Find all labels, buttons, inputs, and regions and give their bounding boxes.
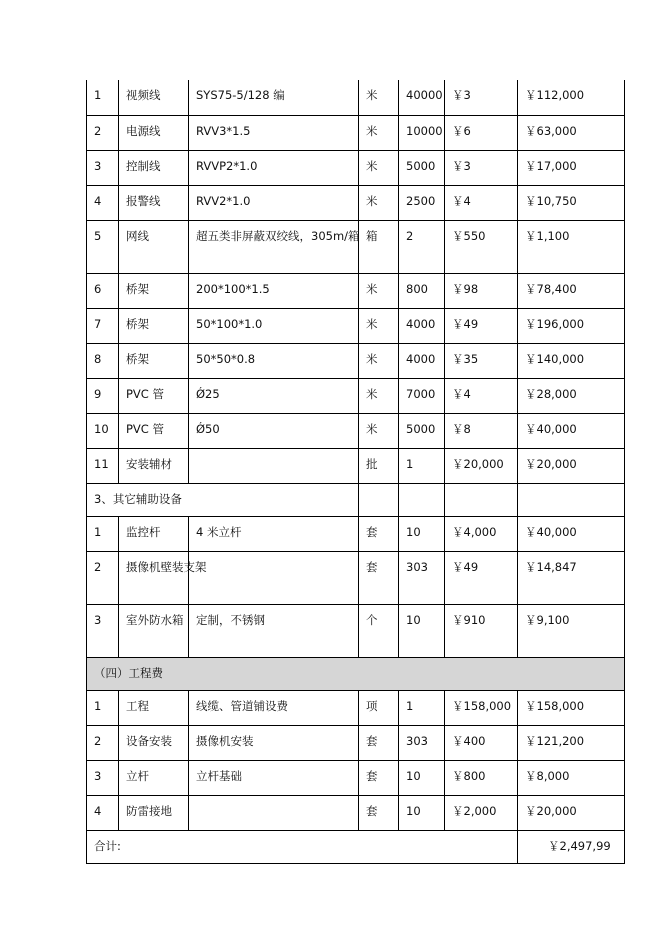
item-unit: 米 xyxy=(359,378,399,413)
item-name: PVC 管 xyxy=(119,413,189,448)
table-row xyxy=(87,115,625,150)
item-quantity: 1 xyxy=(399,448,445,483)
total-value: ￥2,497,99 xyxy=(518,830,625,863)
item-quantity: 303 xyxy=(399,551,445,604)
unit-price: ￥49 xyxy=(445,551,518,604)
item-name: 桥架 xyxy=(119,273,189,308)
total-label: 合计: xyxy=(87,830,518,863)
item-quantity: 5000 xyxy=(399,413,445,448)
item-quantity: 7000 xyxy=(399,378,445,413)
line-total: ￥14,847 xyxy=(518,551,625,604)
item-quantity: 10 xyxy=(399,795,445,830)
item-spec: Ǿ50 xyxy=(189,413,359,448)
item-unit: 套 xyxy=(359,795,399,830)
unit-price: ￥2,000 xyxy=(445,795,518,830)
engineering-fee-rows xyxy=(87,690,625,830)
item-unit: 个 xyxy=(359,604,399,657)
section-row xyxy=(87,657,625,690)
unit-price: ￥4 xyxy=(445,378,518,413)
item-spec: 4 米立杆 xyxy=(189,516,359,551)
table-row xyxy=(87,516,625,551)
table-row xyxy=(87,604,625,657)
item-spec: 50*50*0.8 xyxy=(189,343,359,378)
total-row xyxy=(87,830,625,863)
item-spec: RVVP2*1.0 xyxy=(189,150,359,185)
line-total: ￥63,000 xyxy=(518,115,625,150)
item-quantity: 10 xyxy=(399,760,445,795)
line-total: ￥20,000 xyxy=(518,448,625,483)
table-row xyxy=(87,220,625,273)
item-unit: 米 xyxy=(359,273,399,308)
row-number: 1 xyxy=(87,690,119,725)
table-row xyxy=(87,185,625,220)
cable-rows xyxy=(87,80,625,483)
section-row xyxy=(87,483,625,516)
item-unit: 项 xyxy=(359,690,399,725)
item-quantity: 5000 xyxy=(399,150,445,185)
item-spec: 摄像机安装 xyxy=(189,725,359,760)
aux-equipment-rows xyxy=(87,516,625,657)
table-row xyxy=(87,551,625,604)
item-unit: 米 xyxy=(359,413,399,448)
item-spec xyxy=(189,795,359,830)
item-spec: 线缆、管道铺设费 xyxy=(189,690,359,725)
unit-price: ￥6 xyxy=(445,115,518,150)
item-unit: 米 xyxy=(359,343,399,378)
table-row xyxy=(87,690,625,725)
row-number: 1 xyxy=(87,80,119,115)
row-number: 6 xyxy=(87,273,119,308)
item-spec: RVV2*1.0 xyxy=(189,185,359,220)
row-number: 8 xyxy=(87,343,119,378)
table-row xyxy=(87,413,625,448)
table-row xyxy=(87,378,625,413)
item-unit: 米 xyxy=(359,80,399,115)
line-total: ￥140,000 xyxy=(518,343,625,378)
unit-price: ￥158,000 xyxy=(445,690,518,725)
unit-price: ￥20,000 xyxy=(445,448,518,483)
row-number: 5 xyxy=(87,220,119,273)
row-number: 4 xyxy=(87,185,119,220)
item-name: 桥架 xyxy=(119,343,189,378)
item-unit: 米 xyxy=(359,185,399,220)
item-name: PVC 管 xyxy=(119,378,189,413)
line-total: ￥112,000 xyxy=(518,80,625,115)
unit-price: ￥4 xyxy=(445,185,518,220)
item-name: 室外防水箱 xyxy=(119,604,189,657)
item-spec: 超五类非屏蔽双绞线，305m/箱 xyxy=(189,220,359,273)
row-number: 2 xyxy=(87,115,119,150)
line-total: ￥40,000 xyxy=(518,516,625,551)
unit-price: ￥4,000 xyxy=(445,516,518,551)
unit-price: ￥98 xyxy=(445,273,518,308)
table-row xyxy=(87,308,625,343)
item-quantity: 1 xyxy=(399,690,445,725)
item-name: 设备安装 xyxy=(119,725,189,760)
line-total: ￥78,400 xyxy=(518,273,625,308)
item-spec xyxy=(189,448,359,483)
table-row xyxy=(87,795,625,830)
item-quantity: 4000 xyxy=(399,343,445,378)
unit-price: ￥3 xyxy=(445,80,518,115)
line-total: ￥10,750 xyxy=(518,185,625,220)
unit-price: ￥35 xyxy=(445,343,518,378)
item-unit: 套 xyxy=(359,725,399,760)
item-quantity: 2500 xyxy=(399,185,445,220)
item-name: 立杆 xyxy=(119,760,189,795)
item-spec: 200*100*1.5 xyxy=(189,273,359,308)
row-number: 10 xyxy=(87,413,119,448)
item-unit: 套 xyxy=(359,551,399,604)
line-total: ￥40,000 xyxy=(518,413,625,448)
line-total: ￥28,000 xyxy=(518,378,625,413)
item-spec: 定制，不锈钢 xyxy=(189,604,359,657)
item-unit: 箱 xyxy=(359,220,399,273)
item-spec: 立杆基础 xyxy=(189,760,359,795)
unit-price: ￥400 xyxy=(445,725,518,760)
item-name: 防雷接地 xyxy=(119,795,189,830)
table-row xyxy=(87,448,625,483)
item-quantity: 10000 xyxy=(399,115,445,150)
row-number: 3 xyxy=(87,760,119,795)
line-total: ￥158,000 xyxy=(518,690,625,725)
row-number: 1 xyxy=(87,516,119,551)
item-unit: 套 xyxy=(359,516,399,551)
unit-price: ￥3 xyxy=(445,150,518,185)
line-total: ￥196,000 xyxy=(518,308,625,343)
unit-price: ￥800 xyxy=(445,760,518,795)
table-row xyxy=(87,273,625,308)
item-spec: SYS75-5/128 编 xyxy=(189,80,359,115)
unit-price: ￥8 xyxy=(445,413,518,448)
row-number: 3 xyxy=(87,604,119,657)
line-total: ￥17,000 xyxy=(518,150,625,185)
row-number: 2 xyxy=(87,725,119,760)
item-name: 网线 xyxy=(119,220,189,273)
item-name: 摄像机壁装支架 xyxy=(119,551,189,604)
table-row xyxy=(87,150,625,185)
line-total: ￥121,200 xyxy=(518,725,625,760)
item-quantity: 2 xyxy=(399,220,445,273)
table-row xyxy=(87,80,625,115)
line-total: ￥9,100 xyxy=(518,604,625,657)
item-unit: 米 xyxy=(359,115,399,150)
row-number: 2 xyxy=(87,551,119,604)
line-total: ￥8,000 xyxy=(518,760,625,795)
item-name: 控制线 xyxy=(119,150,189,185)
item-name: 视频线 xyxy=(119,80,189,115)
item-name: 报警线 xyxy=(119,185,189,220)
item-name: 安装辅材 xyxy=(119,448,189,483)
item-quantity: 303 xyxy=(399,725,445,760)
quote-table xyxy=(86,80,625,864)
line-total: ￥20,000 xyxy=(518,795,625,830)
row-number: 3 xyxy=(87,150,119,185)
unit-price: ￥910 xyxy=(445,604,518,657)
table-row xyxy=(87,725,625,760)
item-spec: RVV3*1.5 xyxy=(189,115,359,150)
unit-price: ￥49 xyxy=(445,308,518,343)
table-row xyxy=(87,343,625,378)
item-quantity: 4000 xyxy=(399,308,445,343)
row-number: 7 xyxy=(87,308,119,343)
item-unit: 米 xyxy=(359,308,399,343)
item-quantity: 40000 xyxy=(399,80,445,115)
item-spec: Ǿ25 xyxy=(189,378,359,413)
item-quantity: 800 xyxy=(399,273,445,308)
item-name: 监控杆 xyxy=(119,516,189,551)
item-unit: 批 xyxy=(359,448,399,483)
line-total: ￥1,100 xyxy=(518,220,625,273)
item-name: 工程 xyxy=(119,690,189,725)
item-spec: 50*100*1.0 xyxy=(189,308,359,343)
row-number: 4 xyxy=(87,795,119,830)
row-number: 9 xyxy=(87,378,119,413)
item-name: 电源线 xyxy=(119,115,189,150)
item-quantity: 10 xyxy=(399,516,445,551)
item-unit: 套 xyxy=(359,760,399,795)
item-spec xyxy=(189,551,359,604)
table-row xyxy=(87,760,625,795)
section-title: 3、其它辅助设备 xyxy=(87,483,359,516)
item-name: 桥架 xyxy=(119,308,189,343)
section-title: （四）工程费 xyxy=(87,657,625,690)
unit-price: ￥550 xyxy=(445,220,518,273)
row-number: 11 xyxy=(87,448,119,483)
item-quantity: 10 xyxy=(399,604,445,657)
item-unit: 米 xyxy=(359,150,399,185)
